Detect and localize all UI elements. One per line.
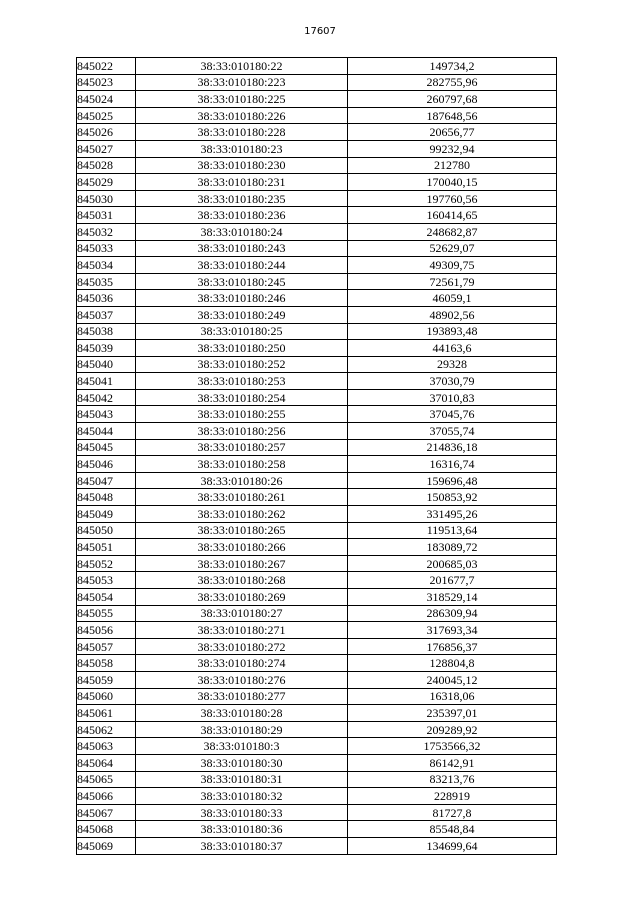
row-number-cell: 845040 <box>77 356 136 373</box>
row-number-cell: 845031 <box>77 207 136 224</box>
row-number-cell: 845067 <box>77 804 136 821</box>
table-row <box>77 257 557 274</box>
table-row <box>77 74 557 91</box>
table-row <box>77 456 557 473</box>
table-row <box>77 572 557 589</box>
cadastral-number-cell: 38:33:010180:24 <box>136 223 348 240</box>
table-row <box>77 423 557 440</box>
table-row <box>77 323 557 340</box>
cadastral-number-cell: 38:33:010180:225 <box>136 91 348 108</box>
cadastral-value-table <box>76 57 557 855</box>
cadastral-number-cell: 38:33:010180:269 <box>136 589 348 606</box>
row-number-cell: 845064 <box>77 754 136 771</box>
row-number-cell: 845028 <box>77 157 136 174</box>
cadastral-number-cell: 38:33:010180:253 <box>136 373 348 390</box>
row-number-cell: 845047 <box>77 472 136 489</box>
table-row <box>77 506 557 523</box>
table-row <box>77 771 557 788</box>
table-body <box>77 58 557 855</box>
cadastral-number-cell: 38:33:010180:27 <box>136 605 348 622</box>
table-row <box>77 140 557 157</box>
table-row <box>77 439 557 456</box>
cadastral-value-cell: 85548,84 <box>348 821 557 838</box>
cadastral-value-cell: 149734,2 <box>348 58 557 75</box>
table-row <box>77 107 557 124</box>
row-number-cell: 845059 <box>77 671 136 688</box>
cadastral-number-cell: 38:33:010180:22 <box>136 58 348 75</box>
table-row <box>77 223 557 240</box>
row-number-cell: 845038 <box>77 323 136 340</box>
cadastral-number-cell: 38:33:010180:226 <box>136 107 348 124</box>
cadastral-number-cell: 38:33:010180:231 <box>136 174 348 191</box>
cadastral-number-cell: 38:33:010180:266 <box>136 539 348 556</box>
cadastral-number-cell: 38:33:010180:25 <box>136 323 348 340</box>
row-number-cell: 845053 <box>77 572 136 589</box>
cadastral-value-cell: 170040,15 <box>348 174 557 191</box>
cadastral-value-cell: 86142,91 <box>348 754 557 771</box>
row-number-cell: 845022 <box>77 58 136 75</box>
row-number-cell: 845065 <box>77 771 136 788</box>
cadastral-value-cell: 331495,26 <box>348 506 557 523</box>
cadastral-number-cell: 38:33:010180:274 <box>136 655 348 672</box>
row-number-cell: 845049 <box>77 506 136 523</box>
cadastral-number-cell: 38:33:010180:277 <box>136 688 348 705</box>
row-number-cell: 845052 <box>77 555 136 572</box>
cadastral-number-cell: 38:33:010180:254 <box>136 389 348 406</box>
table-row <box>77 58 557 75</box>
row-number-cell: 845046 <box>77 456 136 473</box>
cadastral-number-cell: 38:33:010180:33 <box>136 804 348 821</box>
cadastral-number-cell: 38:33:010180:31 <box>136 771 348 788</box>
cadastral-value-cell: 37055,74 <box>348 423 557 440</box>
table-row <box>77 389 557 406</box>
cadastral-value-cell: 214836,18 <box>348 439 557 456</box>
cadastral-value-cell: 248682,87 <box>348 223 557 240</box>
row-number-cell: 845041 <box>77 373 136 390</box>
row-number-cell: 845057 <box>77 638 136 655</box>
cadastral-number-cell: 38:33:010180:223 <box>136 74 348 91</box>
table-row <box>77 306 557 323</box>
table-row <box>77 589 557 606</box>
cadastral-value-cell: 16318,06 <box>348 688 557 705</box>
row-number-cell: 845025 <box>77 107 136 124</box>
cadastral-number-cell: 38:33:010180:257 <box>136 439 348 456</box>
table-row <box>77 207 557 224</box>
row-number-cell: 845030 <box>77 190 136 207</box>
row-number-cell: 845039 <box>77 340 136 357</box>
row-number-cell: 845061 <box>77 705 136 722</box>
row-number-cell: 845056 <box>77 622 136 639</box>
cadastral-value-cell: 197760,56 <box>348 190 557 207</box>
table-row <box>77 688 557 705</box>
row-number-cell: 845043 <box>77 406 136 423</box>
cadastral-number-cell: 38:33:010180:272 <box>136 638 348 655</box>
table-row <box>77 174 557 191</box>
table-row <box>77 605 557 622</box>
cadastral-number-cell: 38:33:010180:230 <box>136 157 348 174</box>
cadastral-number-cell: 38:33:010180:235 <box>136 190 348 207</box>
cadastral-value-cell: 187648,56 <box>348 107 557 124</box>
cadastral-number-cell: 38:33:010180:261 <box>136 489 348 506</box>
row-number-cell: 845054 <box>77 589 136 606</box>
cadastral-value-cell: 52629,07 <box>348 240 557 257</box>
cadastral-number-cell: 38:33:010180:244 <box>136 257 348 274</box>
table-row <box>77 472 557 489</box>
cadastral-number-cell: 38:33:010180:276 <box>136 671 348 688</box>
cadastral-value-cell: 212780 <box>348 157 557 174</box>
cadastral-value-cell: 228919 <box>348 788 557 805</box>
cadastral-value-cell: 49309,75 <box>348 257 557 274</box>
table-row <box>77 788 557 805</box>
row-number-cell: 845026 <box>77 124 136 141</box>
cadastral-number-cell: 38:33:010180:258 <box>136 456 348 473</box>
table-row <box>77 622 557 639</box>
table-row <box>77 837 557 854</box>
cadastral-number-cell: 38:33:010180:28 <box>136 705 348 722</box>
cadastral-number-cell: 38:33:010180:26 <box>136 472 348 489</box>
cadastral-number-cell: 38:33:010180:246 <box>136 290 348 307</box>
cadastral-number-cell: 38:33:010180:245 <box>136 273 348 290</box>
cadastral-value-cell: 37010,83 <box>348 389 557 406</box>
cadastral-number-cell: 38:33:010180:249 <box>136 306 348 323</box>
cadastral-value-cell: 183089,72 <box>348 539 557 556</box>
cadastral-value-cell: 201677,7 <box>348 572 557 589</box>
cadastral-value-cell: 37045,76 <box>348 406 557 423</box>
row-number-cell: 845034 <box>77 257 136 274</box>
row-number-cell: 845035 <box>77 273 136 290</box>
table-row <box>77 821 557 838</box>
table-row <box>77 522 557 539</box>
cadastral-number-cell: 38:33:010180:265 <box>136 522 348 539</box>
table-row <box>77 489 557 506</box>
cadastral-value-cell: 200685,03 <box>348 555 557 572</box>
cadastral-value-cell: 134699,64 <box>348 837 557 854</box>
cadastral-number-cell: 38:33:010180:262 <box>136 506 348 523</box>
cadastral-value-cell: 72561,79 <box>348 273 557 290</box>
cadastral-number-cell: 38:33:010180:268 <box>136 572 348 589</box>
cadastral-value-cell: 240045,12 <box>348 671 557 688</box>
cadastral-value-cell: 20656,77 <box>348 124 557 141</box>
table-row <box>77 638 557 655</box>
table-row <box>77 373 557 390</box>
cadastral-value-cell: 99232,94 <box>348 140 557 157</box>
row-number-cell: 845033 <box>77 240 136 257</box>
table-row <box>77 655 557 672</box>
table-row <box>77 406 557 423</box>
cadastral-value-cell: 46059,1 <box>348 290 557 307</box>
cadastral-value-cell: 37030,79 <box>348 373 557 390</box>
cadastral-number-cell: 38:33:010180:37 <box>136 837 348 854</box>
cadastral-number-cell: 38:33:010180:250 <box>136 340 348 357</box>
row-number-cell: 845055 <box>77 605 136 622</box>
cadastral-value-cell: 83213,76 <box>348 771 557 788</box>
row-number-cell: 845063 <box>77 738 136 755</box>
table-row <box>77 721 557 738</box>
row-number-cell: 845050 <box>77 522 136 539</box>
row-number-cell: 845066 <box>77 788 136 805</box>
cadastral-value-cell: 318529,14 <box>348 589 557 606</box>
cadastral-number-cell: 38:33:010180:243 <box>136 240 348 257</box>
table-row <box>77 290 557 307</box>
table-row <box>77 240 557 257</box>
cadastral-value-cell: 260797,68 <box>348 91 557 108</box>
cadastral-number-cell: 38:33:010180:23 <box>136 140 348 157</box>
row-number-cell: 845029 <box>77 174 136 191</box>
row-number-cell: 845032 <box>77 223 136 240</box>
cadastral-value-cell: 209289,92 <box>348 721 557 738</box>
row-number-cell: 845027 <box>77 140 136 157</box>
table-row <box>77 190 557 207</box>
cadastral-number-cell: 38:33:010180:256 <box>136 423 348 440</box>
row-number-cell: 845037 <box>77 306 136 323</box>
table-row <box>77 705 557 722</box>
cadastral-value-cell: 150853,92 <box>348 489 557 506</box>
row-number-cell: 845048 <box>77 489 136 506</box>
cadastral-value-cell: 160414,65 <box>348 207 557 224</box>
cadastral-value-cell: 48902,56 <box>348 306 557 323</box>
cadastral-value-cell: 119513,64 <box>348 522 557 539</box>
cadastral-number-cell: 38:33:010180:228 <box>136 124 348 141</box>
row-number-cell: 845023 <box>77 74 136 91</box>
cadastral-number-cell: 38:33:010180:3 <box>136 738 348 755</box>
table-row <box>77 356 557 373</box>
cadastral-value-cell: 235397,01 <box>348 705 557 722</box>
table-row <box>77 671 557 688</box>
table-row <box>77 539 557 556</box>
cadastral-number-cell: 38:33:010180:30 <box>136 754 348 771</box>
row-number-cell: 845060 <box>77 688 136 705</box>
cadastral-value-cell: 1753566,32 <box>348 738 557 755</box>
cadastral-number-cell: 38:33:010180:252 <box>136 356 348 373</box>
row-number-cell: 845068 <box>77 821 136 838</box>
table-row <box>77 804 557 821</box>
cadastral-number-cell: 38:33:010180:236 <box>136 207 348 224</box>
cadastral-value-cell: 176856,37 <box>348 638 557 655</box>
table-row <box>77 340 557 357</box>
row-number-cell: 845044 <box>77 423 136 440</box>
table-row <box>77 754 557 771</box>
table-row <box>77 124 557 141</box>
table-row <box>77 738 557 755</box>
cadastral-number-cell: 38:33:010180:255 <box>136 406 348 423</box>
row-number-cell: 845069 <box>77 837 136 854</box>
row-number-cell: 845024 <box>77 91 136 108</box>
row-number-cell: 845036 <box>77 290 136 307</box>
cadastral-value-cell: 193893,48 <box>348 323 557 340</box>
cadastral-value-cell: 16316,74 <box>348 456 557 473</box>
table-row <box>77 91 557 108</box>
table-row <box>77 273 557 290</box>
page-number: 17607 <box>304 26 336 37</box>
cadastral-number-cell: 38:33:010180:29 <box>136 721 348 738</box>
cadastral-value-cell: 81727,8 <box>348 804 557 821</box>
cadastral-number-cell: 38:33:010180:271 <box>136 622 348 639</box>
row-number-cell: 845051 <box>77 539 136 556</box>
row-number-cell: 845058 <box>77 655 136 672</box>
cadastral-value-cell: 282755,96 <box>348 74 557 91</box>
table-row <box>77 555 557 572</box>
cadastral-value-cell: 44163,6 <box>348 340 557 357</box>
cadastral-value-cell: 286309,94 <box>348 605 557 622</box>
cadastral-value-cell: 128804,8 <box>348 655 557 672</box>
cadastral-number-cell: 38:33:010180:267 <box>136 555 348 572</box>
row-number-cell: 845045 <box>77 439 136 456</box>
row-number-cell: 845062 <box>77 721 136 738</box>
cadastral-number-cell: 38:33:010180:36 <box>136 821 348 838</box>
row-number-cell: 845042 <box>77 389 136 406</box>
cadastral-number-cell: 38:33:010180:32 <box>136 788 348 805</box>
table-row <box>77 157 557 174</box>
cadastral-value-cell: 159696,48 <box>348 472 557 489</box>
cadastral-value-cell: 317693,34 <box>348 622 557 639</box>
cadastral-value-cell: 29328 <box>348 356 557 373</box>
